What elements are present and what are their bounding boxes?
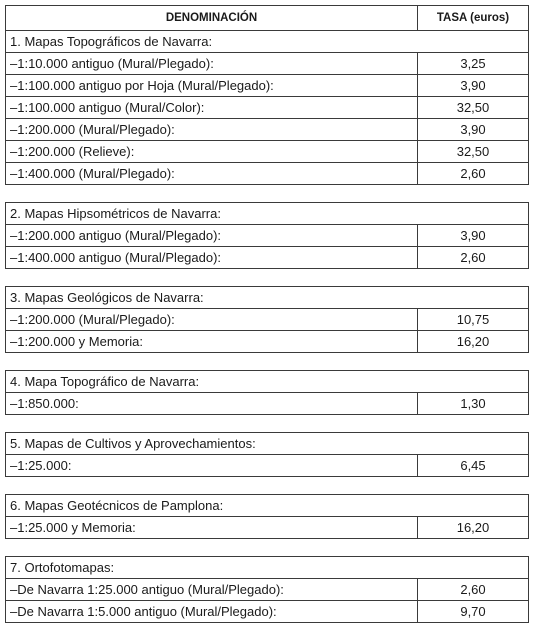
table-row — [6, 455, 529, 477]
item-fee: 9,70 — [418, 601, 529, 623]
spacer-cell — [6, 353, 529, 371]
item-label: –1:10.000 antiguo (Mural/Plegado): — [6, 53, 418, 75]
section-title: 5. Mapas de Cultivos y Aprovechamientos: — [6, 433, 529, 455]
section-title-row — [6, 557, 529, 579]
section-spacer — [6, 185, 529, 203]
item-fee: 3,90 — [418, 75, 529, 97]
item-fee: 2,60 — [418, 163, 529, 185]
item-fee: 16,20 — [418, 331, 529, 353]
item-fee: 10,75 — [418, 309, 529, 331]
item-label: –1:25.000: — [6, 455, 418, 477]
table-row — [6, 247, 529, 269]
item-label: –1:400.000 antiguo (Mural/Plegado): — [6, 247, 418, 269]
item-fee: 2,60 — [418, 579, 529, 601]
table-row — [6, 97, 529, 119]
item-fee: 2,60 — [418, 247, 529, 269]
section-title: 2. Mapas Hipsométricos de Navarra: — [6, 203, 529, 225]
table-row — [6, 225, 529, 247]
column-header-denominacion: DENOMINACIÓN — [6, 6, 418, 31]
item-fee: 6,45 — [418, 455, 529, 477]
section-title: 4. Mapa Topográfico de Navarra: — [6, 371, 529, 393]
table-row — [6, 393, 529, 415]
item-label: –De Navarra 1:5.000 antiguo (Mural/Plegado): — [6, 601, 418, 623]
table-row — [6, 579, 529, 601]
section-title: 6. Mapas Geotécnicos de Pamplona: — [6, 495, 529, 517]
item-fee: 16,20 — [418, 517, 529, 539]
section-title: 7. Ortofotomapas: — [6, 557, 529, 579]
section-title-row — [6, 287, 529, 309]
spacer-cell — [6, 539, 529, 557]
section-spacer — [6, 415, 529, 433]
table-row — [6, 119, 529, 141]
section-spacer — [6, 353, 529, 371]
item-fee: 3,90 — [418, 225, 529, 247]
spacer-cell — [6, 185, 529, 203]
column-header-tasa: TASA (euros) — [418, 6, 529, 31]
spacer-cell — [6, 415, 529, 433]
table-body — [6, 31, 529, 623]
table-row — [6, 517, 529, 539]
item-label: –De Navarra 1:25.000 antiguo (Mural/Plegado): — [6, 579, 418, 601]
section-spacer — [6, 477, 529, 495]
item-fee: 3,25 — [418, 53, 529, 75]
section-title-row — [6, 371, 529, 393]
tariff-table — [5, 5, 529, 623]
table-row — [6, 53, 529, 75]
section-spacer — [6, 539, 529, 557]
item-label: –1:25.000 y Memoria: — [6, 517, 418, 539]
section-title-row — [6, 433, 529, 455]
section-title-row — [6, 203, 529, 225]
item-label: –1:200.000 (Relieve): — [6, 141, 418, 163]
item-fee: 32,50 — [418, 97, 529, 119]
item-label: –1:200.000 (Mural/Plegado): — [6, 309, 418, 331]
table-row — [6, 141, 529, 163]
table-row — [6, 75, 529, 97]
item-label: –1:200.000 (Mural/Plegado): — [6, 119, 418, 141]
item-label: –1:400.000 (Mural/Plegado): — [6, 163, 418, 185]
item-label: –1:200.000 y Memoria: — [6, 331, 418, 353]
table-row — [6, 331, 529, 353]
item-label: –1:850.000: — [6, 393, 418, 415]
table-header-row — [6, 6, 529, 31]
section-spacer — [6, 269, 529, 287]
section-title-row — [6, 31, 529, 53]
spacer-cell — [6, 477, 529, 495]
item-label: –1:100.000 antiguo por Hoja (Mural/Plegado): — [6, 75, 418, 97]
table-row — [6, 309, 529, 331]
item-label: –1:100.000 antiguo (Mural/Color): — [6, 97, 418, 119]
table-row — [6, 163, 529, 185]
tariff-document — [5, 5, 528, 623]
item-fee: 32,50 — [418, 141, 529, 163]
section-title: 3. Mapas Geológicos de Navarra: — [6, 287, 529, 309]
item-label: –1:200.000 antiguo (Mural/Plegado): — [6, 225, 418, 247]
item-fee: 1,30 — [418, 393, 529, 415]
spacer-cell — [6, 269, 529, 287]
section-title: 1. Mapas Topográficos de Navarra: — [6, 31, 529, 53]
section-title-row — [6, 495, 529, 517]
table-row — [6, 601, 529, 623]
item-fee: 3,90 — [418, 119, 529, 141]
